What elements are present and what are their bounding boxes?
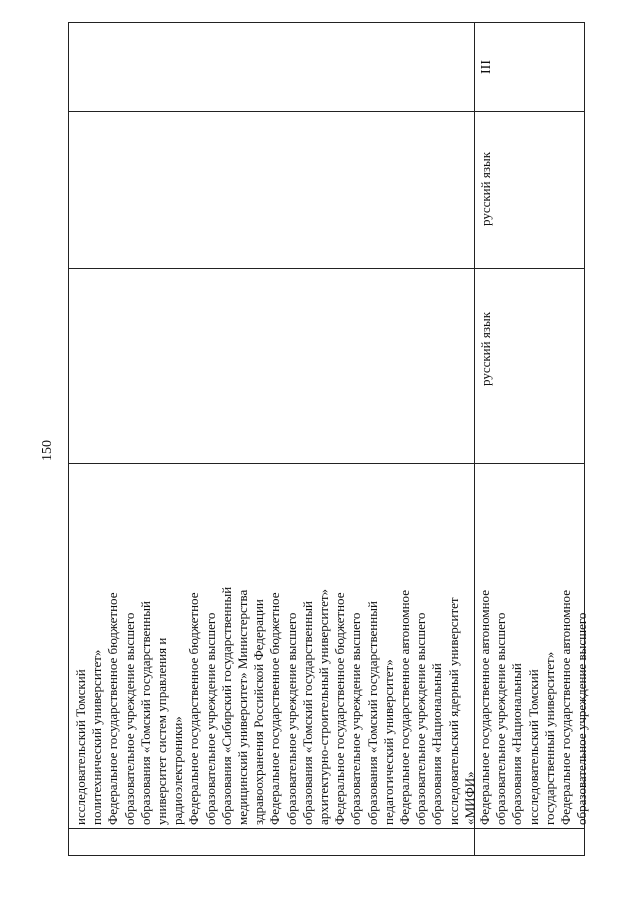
- page-number: 150: [40, 440, 55, 461]
- text-line: Федеральное государственное автономное: [477, 590, 492, 825]
- text-line: Федеральное государственное бюджетное: [105, 592, 121, 825]
- text-line: исследовательский ядерный университет: [445, 597, 461, 825]
- text-line: образования «Сибирский государственный: [218, 586, 234, 825]
- column-divider-4: [68, 828, 585, 829]
- text-line: образовательное учреждение высшего: [413, 612, 429, 825]
- text-line: образовательное учреждение высшего: [283, 612, 299, 825]
- column-divider-1: [68, 111, 585, 112]
- text-line: образования «Томский государственный: [299, 601, 315, 825]
- text-line: радиоэлектроники»: [170, 716, 186, 825]
- table-border-bottom: [68, 855, 585, 856]
- text-line: Федеральное государственное автономное: [558, 590, 574, 825]
- row2-language-1: русский язык: [478, 311, 493, 386]
- text-line: образовательное учреждение высшего: [574, 612, 590, 825]
- text-line: университет систем управления и: [154, 637, 170, 825]
- column-divider-2: [68, 268, 585, 269]
- text-line: архитектурно-строительный университет»: [316, 588, 332, 825]
- text-line: Федеральное государственное автономное: [397, 590, 413, 825]
- text-line: государственный университет»: [541, 651, 557, 825]
- text-line: Федеральное государственное бюджетное: [186, 592, 202, 825]
- column-divider-3: [68, 463, 585, 464]
- text-line: Федеральное государственное бюджетное: [267, 592, 283, 825]
- row1-universities: [73, 587, 478, 825]
- text-line: медицинский университет» Министерства: [235, 589, 251, 825]
- text-line: здравоохранения Российской Федерации: [251, 599, 267, 825]
- text-line: образования «Национальный: [429, 663, 445, 825]
- text-line: исследовательский Томский: [73, 669, 88, 825]
- table-border-left: [68, 22, 69, 855]
- text-line: педагогический университет»: [380, 659, 396, 825]
- text-line: образовательное учреждение высшего: [493, 612, 509, 825]
- text-line: образования «Томский государственный: [364, 601, 380, 825]
- row2-language-2: русский язык: [478, 151, 493, 226]
- text-line: Федеральное государственное бюджетное: [332, 592, 348, 825]
- text-line: образовательное учреждение высшего: [202, 612, 218, 825]
- text-line: «МИФИ»: [461, 771, 477, 825]
- text-line: образования «Национальный: [509, 663, 525, 825]
- text-line: образовательное учреждение высшего: [348, 612, 364, 825]
- text-line: исследовательский Томский: [525, 669, 541, 825]
- text-line: образования «Томский государственный: [137, 601, 153, 825]
- row2-universities: [477, 590, 590, 825]
- text-line: образовательное учреждение высшего: [121, 612, 137, 825]
- row2-level: III: [479, 60, 494, 74]
- text-line: политехнический университет»: [89, 649, 105, 825]
- table-border-top: [68, 22, 585, 23]
